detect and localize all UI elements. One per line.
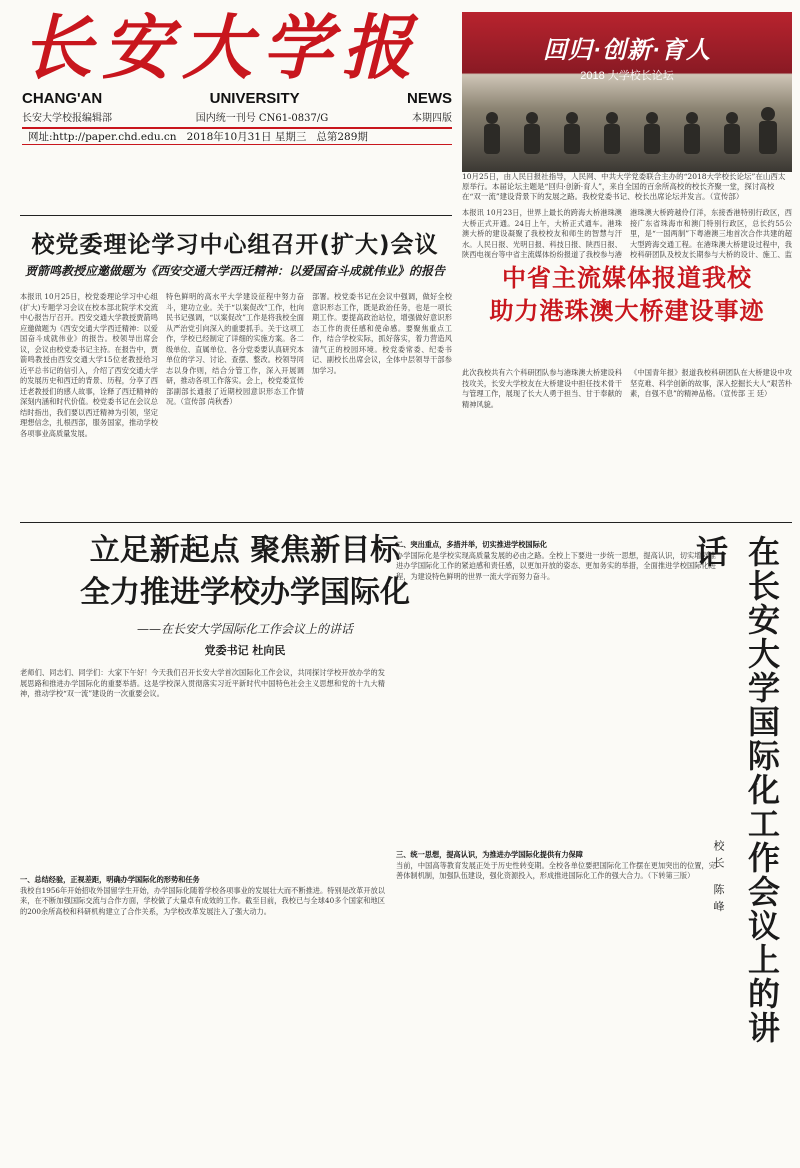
article1-title: 校党委理论学习中心组召开(扩大)会议 bbox=[31, 232, 439, 258]
forum-photo bbox=[462, 12, 792, 172]
issue-date: 2018年10月31日 星期三 bbox=[186, 131, 307, 143]
article3-title-line2: 全力推进学校办学国际化 bbox=[80, 575, 410, 610]
article1-subtitle: 贾箭鸣教授应邀做题为《西安交通大学西迁精神：以爱国奋斗成就伟业》的报告 bbox=[24, 264, 445, 278]
photo-caption: 10月25日，由人民日报社指导，人民网、中共大学党委联合主办的“2018大学校长论坛”在山西太原举行。本届论坛主题是“回归·创新·育人”，来自全国的百余所高校的校长齐聚一堂，探讨高校在“双一流”建设背景下的发展之路。我校党委书记、校长出席论坛并发言。（宣传部） bbox=[462, 172, 786, 201]
article3-author: 党委书记 杜向民 bbox=[204, 644, 286, 657]
article3-col4-body: 当前，中国高等教育发展正处于历史性转变期。全校各单位要把国际化工作摆在更加突出的位置，完善体制机制，加强队伍建设，强化资源投入，形成推进国际化工作的强大合力。（下转第三版） bbox=[396, 860, 716, 880]
masthead-title: 长安大学报 bbox=[22, 8, 422, 88]
article2-col2: 港珠澳大桥跨越伶仃洋，东接香港特别行政区，西接广东省珠海市和澳门特别行政区，总长约55公里，是“一国两制”下粤港澳三地首次合作共建的超大型跨海交通工程。在港珠澳大桥建设过程中，我校科研团队及校友长期参与大桥的设计、施工、监 bbox=[630, 208, 792, 258]
article3-title-line1: 立足新起点 聚焦新目标 bbox=[89, 533, 401, 568]
article1-col1: 本报讯 10月25日，校党委理论学习中心组(扩大)专题学习会议在校本部北院学术交流中心报告厅召开。西安交通大学教授贾箭鸣应邀做题为《西安交通大学西迁精神：以爱国奋斗成就伟业》的报告。校领导出席会议，会议由校党委书记主持。在报告中，贾箭鸣教授由西安交通大学15位老教授给习近平总书记的信引入，介绍了西安交通大学的发展历史和西迁的背景、历程，分享了西迁老教授们的感人故事，诠释了西迁精神的深刻内涵和时代价值。校党委书记在会议总结时指出，我们要以西迁精神为引领，坚定理想信念，扎根西部，服务国家，推动学校各项事业高质量发展。 bbox=[20, 292, 158, 438]
masthead-info-row bbox=[22, 127, 452, 145]
banner-subtitle: 2018 大学校长论坛 bbox=[580, 70, 674, 82]
article2-headline bbox=[462, 262, 792, 362]
article2-col1: 本报讯 10月23日，世界上最长的跨海大桥港珠澳大桥正式开通。24日上午，大桥正式通车。港珠澳大桥的建设凝聚了我校校友和师生的智慧与汗水。人民日报、光明日报、科技日报、陕西日报、陕西电视台等中省主流媒体纷纷报道了我校参与港 bbox=[462, 208, 622, 258]
divider bbox=[20, 522, 792, 523]
article3-col2-section: 一、总结经验，正视差距，明确办学国际化的形势和任务 bbox=[20, 875, 200, 884]
article1-col3: 部署。校党委书记在会议中强调，做好全校意识形态工作，既是政治任务，也是一项长期工作。要提高政治站位，增强做好意识形态工作的责任感和使命感。要聚焦重点工作，结合学校实际，抓好落实，着力营造风清气正的校园环境。校党委常委、纪委书记、副校长出席会议，全体中层领导干部参加学习。 bbox=[312, 292, 452, 375]
audience-figures bbox=[472, 104, 782, 154]
banner-title: 回归·创新·育人 bbox=[543, 37, 711, 64]
article4-title: 在长安大学国际化工作会议上的讲话 bbox=[691, 535, 781, 1045]
cn-number: 国内统一刊号 CN61-0837/G bbox=[195, 113, 329, 124]
article3-col3-section: 二、突出重点，多措并举，切实推进学校国际化 bbox=[396, 540, 547, 549]
article1-col2: 特色鲜明的高水平大学建设征程中努力奋斗，建功立业。关于“以案促改”工作，杜向民书记强调，“以案促改”工作是将我校全面从严治党引向深入的重要抓手。关于这项工作，学校已经制定了详细的实施方案。各二级单位、直属单位、各分党委要认真研究本单位的学习、讨论、查摆、整改。校领导同志以身作则，结合分管工作，深入开展调研，推动各项工作落实。会上，校党委宣传部副部长通报了近期校园意识形态工作情况。（宣传部 尚秋香） bbox=[166, 292, 304, 406]
article3-col3-body: 办学国际化是学校实现高质量发展的必由之路。全校上下要进一步统一思想，提高认识，切实增强推进办学国际化工作的紧迫感和责任感，以更加开放的姿态、更加务实的举措，全面推进学校国际化进程，为建设特色鲜明的世界一流大学而努力奋斗。 bbox=[396, 550, 716, 581]
masthead-en-2: UNIVERSITY bbox=[209, 90, 300, 107]
article3-col2 bbox=[20, 875, 385, 1160]
article3-col4 bbox=[396, 850, 716, 1160]
forum-banner bbox=[462, 30, 792, 83]
masthead-en-1: CHANG'AN bbox=[22, 90, 103, 107]
article3-col4-section: 三、统一思想，提高认识，为推进办学国际化提供有力保障 bbox=[396, 850, 583, 859]
article3-col2-body: 我校自1956年开始招收外国留学生开始，办学国际化随着学校各项事业的发展壮大而不断推进。特别是改革开放以来，在不断加强国际交流与合作方面，学校做了大量卓有成效的工作。截至目前，我校已与全球40多个国家和地区的200余所高校和科研机构建立了合作关系，为学校改革发展注入了强大动力。 bbox=[20, 885, 385, 916]
masthead-en-row bbox=[22, 90, 452, 108]
article2-title-line2: 助力港珠澳大桥建设事迹 bbox=[489, 297, 765, 325]
edition: 本期四版 bbox=[412, 113, 452, 124]
issue-number: 总第289期 bbox=[316, 131, 368, 143]
article3-subtitle: ——在长安大学国际化工作会议上的讲话 bbox=[136, 622, 353, 636]
article2-col4: 《中国青年报》报道我校科研团队在大桥建设中攻坚克难、科学创新的故事，深入挖掘长大人“艰苦朴素，自强不息”的精神品格。（宣传部 王 廷） bbox=[630, 368, 792, 398]
article3-col3 bbox=[396, 540, 716, 840]
divider bbox=[20, 215, 452, 216]
masthead-en-3: NEWS bbox=[407, 90, 452, 107]
article3-col1: 老师们、同志们、同学们：大家下午好！今天我们召开长安大学首次国际化工作会议，共同探讨学校开放办学的发展思路和推进办学国际化的重要举措。这是学校深入贯彻落实习近平新时代中国特色社会主义思想和党的十九大精神，推动学校“双一流”建设的一次重要会议。 bbox=[20, 668, 385, 698]
article2-title-line1: 中省主流媒体报道我校 bbox=[502, 264, 752, 292]
website-link[interactable]: 网址:http://paper.chd.edu.cn bbox=[28, 131, 177, 143]
publisher: 长安大学校报编辑部 bbox=[22, 113, 112, 124]
article4-author: 校长 陈峰 bbox=[712, 840, 725, 918]
article2-col3: 此次我校共有六个科研团队参与港珠澳大桥建设科技攻关，长安大学校友在大桥建设中担任技术骨干与管理工作，展现了长大人勇于担当、甘于奉献的精神风貌。 bbox=[462, 368, 622, 409]
masthead-sub-row bbox=[22, 109, 452, 124]
